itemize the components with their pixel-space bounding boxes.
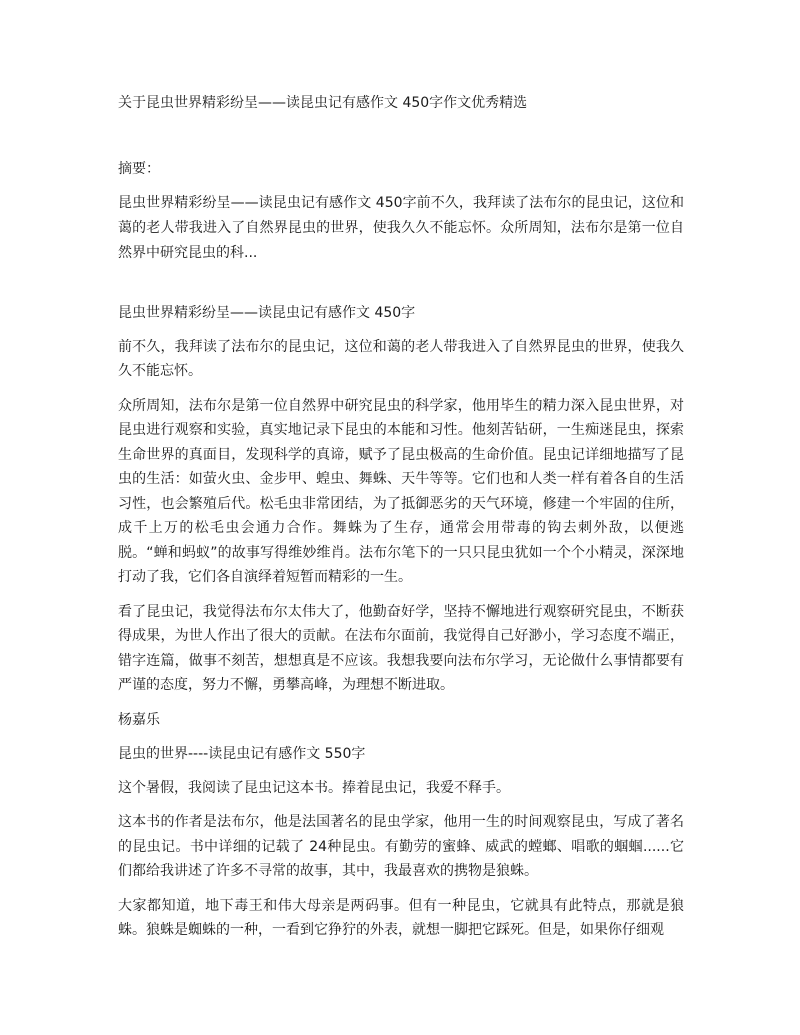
article-body <box>118 301 684 953</box>
abstract-text: 昆虫世界精彩纷呈——读昆虫记有感作文 450字前不久，我拜读了法布尔的昆虫记，这位和蔼的老人带我进入了自然界昆虫的世界，使我久久不能忘怀。众所周知，法布尔是第一位自然界中研究昆虫的科... <box>118 195 684 261</box>
essay1-heading: 昆虫世界精彩纷呈——读昆虫记有感作文 450字 <box>118 305 416 321</box>
document-title: 关于昆虫世界精彩纷呈——读昆虫记有感作文 450字作文优秀精选 <box>118 95 528 111</box>
author-name: 杨嘉乐 <box>118 711 160 728</box>
essay2-heading: 昆虫的世界----读昆虫记有感作文 550字 <box>118 746 366 762</box>
abstract-label: 摘要： <box>118 161 160 177</box>
paragraph: 前不久，我拜读了法布尔的昆虫记，这位和蔼的老人带我进入了自然界昆虫的世界，使我久久不能忘怀。 <box>118 338 684 379</box>
paragraph: 众所周知，法布尔是第一位自然界中研究昆虫的科学家，他用毕生的精力深入昆虫世界，对昆虫进行观察和实验，真实地记录下昆虫的本能和习性。他刻苦钻研，一生痴迷昆虫，探索生命世界的真面目，发现科学的真谛，赋予了昆虫极高的生命价值。昆虫记详细地描写了昆虫的生活：如萤火虫、金步甲、蝗虫、舞蛛、天牛等等。它们也和人类一样有着各自的生活习性，也会繁殖后代。松毛虫非常团结，为了抵御恶劣的天气环境，修建一个牢固的住所，成千上万的松毛虫会通力合作。舞蛛为了生存，通常会用带毒的钩去刺外敌，以便逃脱。“蝉和蚂蚁”的故事写得维妙维肖。法布尔笔下的一只只昆虫犹如一个个小精灵，深深地打动了我，它们各自演绎着短暂而精彩的一生。 <box>118 397 684 585</box>
paragraph: 这个暑假，我阅读了昆虫记这本书。捧着昆虫记，我爱不释手。 <box>118 779 510 796</box>
paragraph: 大家都知道，地下毒王和伟大母亲是两码事。但有一种昆虫，它就具有此特点，那就是狼蛛。狼蛛是蜘蛛的一种，一看到它狰狞的外表，就想一脚把它踩死。但是，如果你仔细观 <box>118 897 684 938</box>
paragraph: 看了昆虫记，我觉得法布尔太伟大了，他勤奋好学，坚持不懈地进行观察研究昆虫，不断获得成果，为世人作出了很大的贡献。在法布尔面前，我觉得自己好渺小，学习态度不端正，错字连篇，做事不刻苦，想想真是不应该。我想我要向法布尔学习，无论做什么事情都要有严谨的态度，努力不懈，勇攀高峰，为理想不断进取。 <box>118 603 684 693</box>
paragraph: 这本书的作者是法布尔，他是法国著名的昆虫学家，他用一生的时间观察昆虫，写成了著名的昆虫记。书中详细的记载了 24种昆虫。有勤劳的蜜蜂、威武的螳螂、唱歌的蝈蝈......它们都给我讲述了许多不寻常的故事，其中，我最喜欢的携物是狼蛛。 <box>118 814 684 879</box>
